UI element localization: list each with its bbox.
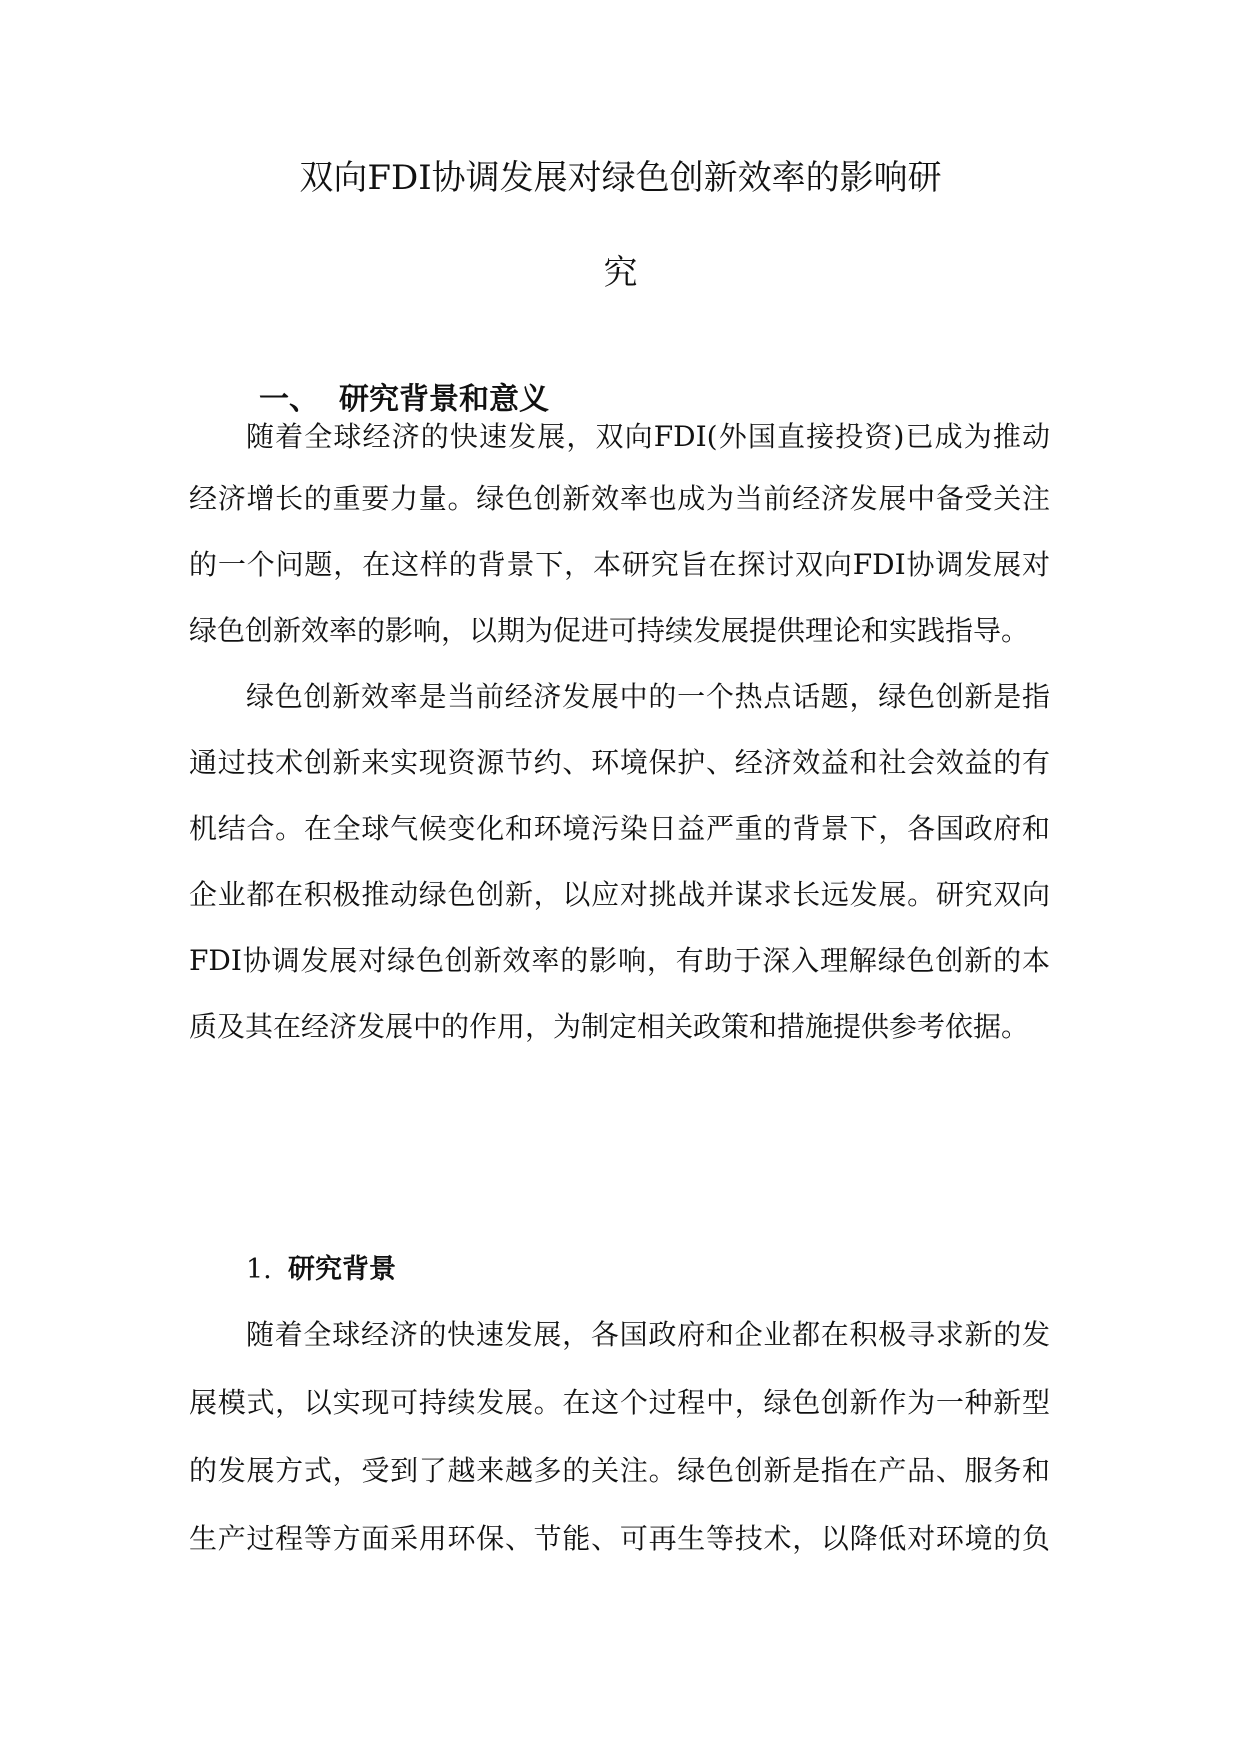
section-number: 一、	[259, 382, 319, 417]
paragraph-2-line-3: 机结合。在全球气候变化和环境污染日益严重的背景下，各国政府和	[189, 812, 1050, 845]
paragraph-3-line-3: 的发展方式，受到了越来越多的关注。绿色创新是指在产品、服务和	[189, 1454, 1050, 1487]
document-title-line-1: 双向FDI协调发展对绿色创新效率的影响研	[299, 158, 942, 198]
paragraph-1-line-4: 绿色创新效率的影响，以期为促进可持续发展提供理论和实践指导。	[189, 614, 1030, 647]
subsection-title: 研究背景	[288, 1254, 396, 1285]
paragraph-2-line-5: FDI协调发展对绿色创新效率的影响，有助于深入理解绿色创新的本	[189, 944, 1050, 977]
subsection-heading	[246, 1253, 396, 1287]
paragraph-1-line-2: 经济增长的重要力量。绿色创新效率也成为当前经济发展中备受关注	[189, 482, 1050, 515]
paragraph-2-line-2: 通过技术创新来实现资源节约、环境保护、经济效益和社会效益的有	[189, 746, 1050, 779]
paragraph-2-line-1: 绿色创新效率是当前经济发展中的一个热点话题，绿色创新是指	[246, 680, 1050, 713]
paragraph-2-line-4: 企业都在积极推动绿色创新，以应对挑战并谋求长远发展。研究双向	[189, 878, 1050, 911]
section-title: 研究背景和意义	[339, 382, 549, 417]
paragraph-1-line-1: 随着全球经济的快速发展，双向FDI(外国直接投资)已成为推动	[246, 420, 1050, 453]
paragraph-3-line-4: 生产过程等方面采用环保、节能、可再生等技术，以降低对环境的负	[189, 1522, 1050, 1555]
subsection-number: 1.	[246, 1254, 272, 1285]
paragraph-3-line-1: 随着全球经济的快速发展，各国政府和企业都在积极寻求新的发	[246, 1318, 1050, 1351]
paragraph-2-line-6: 质及其在经济发展中的作用，为制定相关政策和措施提供参考依据。	[189, 1010, 1030, 1043]
document-title-line-2: 究	[603, 253, 638, 293]
paragraph-1-line-3: 的一个问题，在这样的背景下，本研究旨在探讨双向FDI协调发展对	[189, 548, 1050, 581]
section-heading	[259, 382, 549, 418]
paragraph-3-line-2: 展模式，以实现可持续发展。在这个过程中，绿色创新作为一种新型	[189, 1386, 1050, 1419]
